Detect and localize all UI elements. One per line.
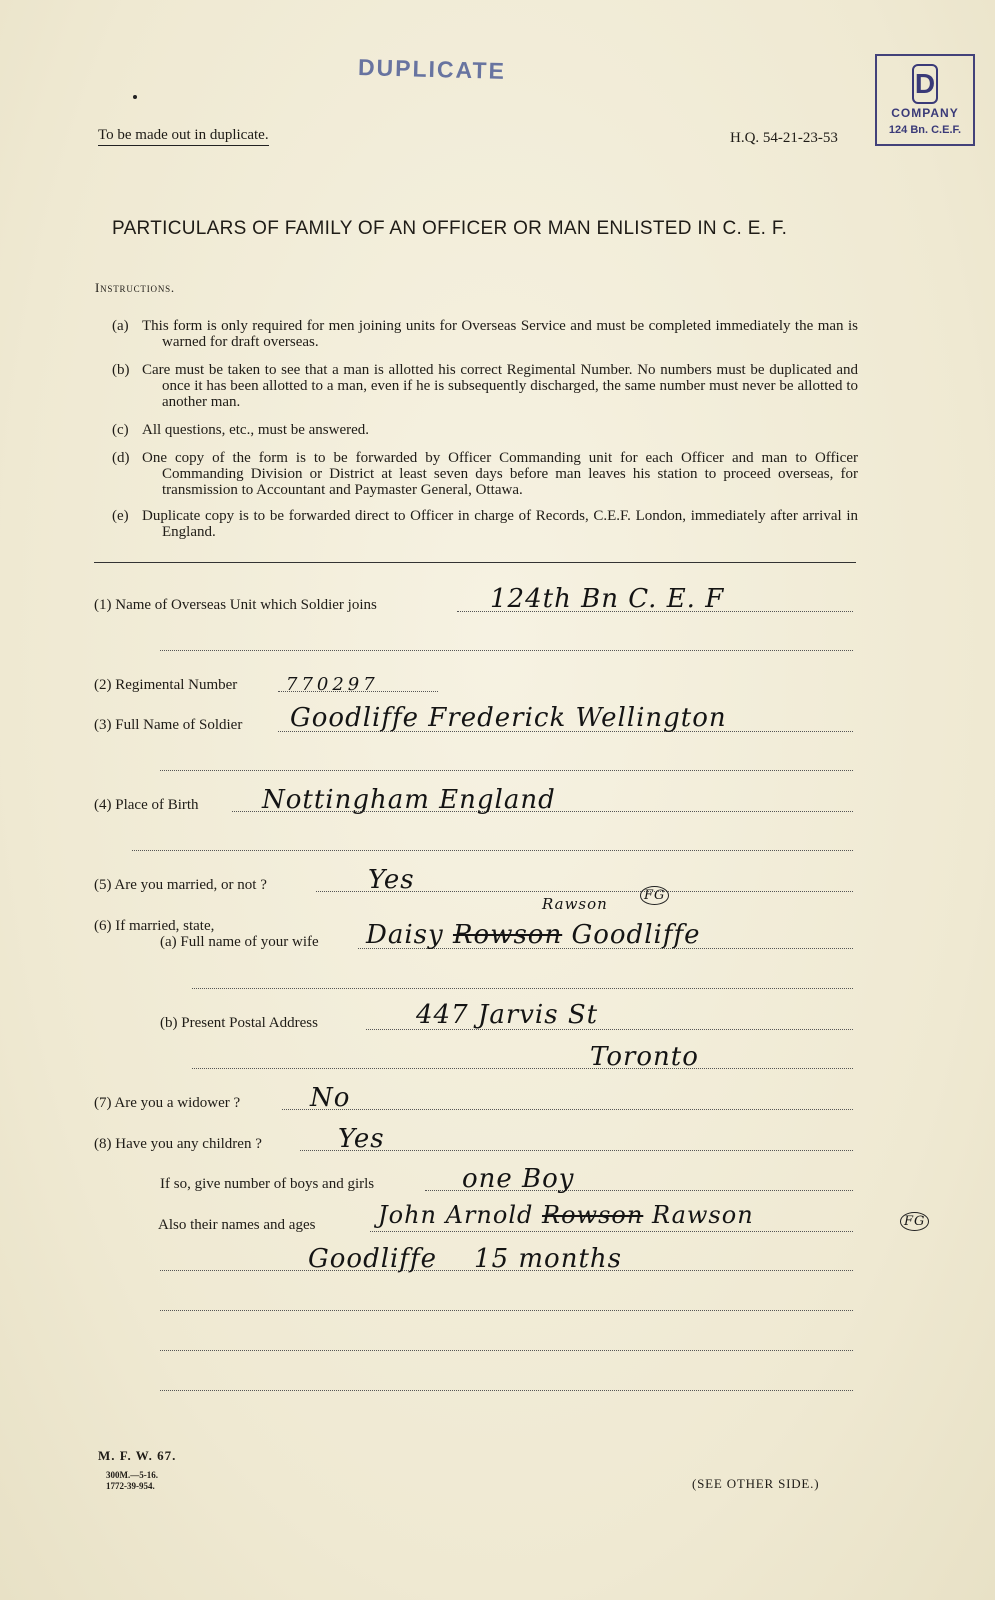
q8-names-answer-2: Goodliffe 15 months (308, 1244, 622, 1274)
hq-reference: H.Q. 54-21-23-53 (730, 130, 838, 146)
q2-label: (2) Regimental Number (94, 677, 238, 693)
wife-struck-name: Rowson (452, 920, 563, 950)
wife-first-name: Daisy (366, 920, 444, 950)
q4-line-2[interactable] (132, 850, 853, 851)
wife-correction: Rawson (542, 895, 608, 913)
instruction-text: One copy of the form is to be forwarded by Officer Commanding unit for each Officer and man to Officer Commanding Division or District at least seven days before man leaves his station to proceed overseas, for transmission to Accountant and Paymaster General, Ottawa. (142, 450, 858, 498)
instruction-b (112, 362, 858, 410)
company-letter: D (912, 64, 938, 104)
see-other-side: (SEE OTHER SIDE.) (692, 1476, 820, 1491)
q3-label: (3) Full Name of Soldier (94, 717, 243, 733)
instructions-heading: Instructions. (95, 280, 175, 295)
q1-label: (1) Name of Overseas Unit which Soldier joins (94, 597, 377, 613)
company-unit: 124 Bn. C.E.F. (888, 124, 962, 136)
instruction-e (112, 508, 858, 540)
instruction-tag: (b) (112, 362, 130, 378)
form-code: M. F. W. 67. (98, 1448, 177, 1463)
company-stamp (875, 54, 975, 146)
instruction-c (112, 422, 858, 438)
q6b-answer-1: 447 Jarvis St (416, 1000, 599, 1030)
q3-line-2[interactable] (160, 770, 853, 771)
child-middle-name: Rawson (651, 1201, 754, 1229)
child-struck-name: Rowson (542, 1201, 644, 1229)
q6a-label: (a) Full name of your wife (160, 934, 319, 950)
q7-label: (7) Are you a widower ? (94, 1095, 241, 1111)
company-label: COMPANY (891, 106, 959, 120)
instruction-tag: (d) (112, 450, 130, 466)
q6b-label: (b) Present Postal Address (160, 1015, 318, 1031)
wife-surname: Goodliffe (571, 920, 701, 950)
q8-names-line-4[interactable] (160, 1350, 853, 1351)
instruction-tag: (a) (112, 318, 129, 334)
instruction-d (112, 450, 858, 498)
q8-names-line-3[interactable] (160, 1310, 853, 1311)
print-info (106, 1470, 158, 1492)
child-first-names: John Arnold (378, 1201, 534, 1229)
instruction-tag: (e) (112, 508, 129, 524)
q5-answer: Yes (368, 865, 415, 895)
print-line-2: 1772-39-954. (106, 1481, 155, 1491)
instruction-text: Duplicate copy is to be forwarded direct to Officer in charge of Records, C.E.F. London, immediately after arrival in England. (142, 508, 858, 540)
instruction-text: All questions, etc., must be answered. (142, 422, 370, 438)
instruction-text: This form is only required for men joining units for Overseas Service and must be completed immediately the man is warned for draft overseas. (142, 318, 858, 350)
q7-line[interactable] (282, 1109, 853, 1110)
q8-names-label: Also their names and ages (158, 1217, 316, 1233)
q8-label: (8) Have you any children ? (94, 1136, 262, 1152)
q5-label: (5) Are you married, or not ? (94, 877, 267, 893)
section-divider (94, 562, 856, 563)
ink-dot (133, 95, 137, 99)
q8-answer: Yes (338, 1124, 385, 1154)
instruction-text: Care must be taken to see that a man is allotted his correct Regimental Number. No numbers must be duplicated and once it has been allotted to a man, even if he is subsequently discharged, the same number must never be allotted to another man. (142, 362, 858, 410)
form-title: PARTICULARS OF FAMILY OF AN OFFICER OR MAN ENLISTED IN C. E. F. (112, 218, 788, 239)
print-line-1: 300M.—5-16. (106, 1470, 158, 1480)
wife-initials: FG (640, 886, 669, 905)
q2-answer: 770297 (286, 674, 379, 695)
q6a-line-2[interactable] (192, 988, 853, 989)
q8-names-line[interactable] (370, 1231, 853, 1232)
duplicate-note: To be made out in duplicate. (98, 127, 269, 146)
q7-answer: No (310, 1083, 351, 1113)
q4-answer: Nottingham England (262, 785, 556, 815)
q1-line-2[interactable] (160, 650, 853, 651)
q1-answer: 124th Bn C. E. F (490, 584, 725, 614)
q8-names-line-5[interactable] (160, 1390, 853, 1391)
q8-boys-girls-label: If so, give number of boys and girls (160, 1176, 375, 1192)
q4-label: (4) Place of Birth (94, 797, 199, 813)
q6b-answer-2: Toronto (590, 1042, 699, 1072)
q6b-line-2[interactable] (192, 1068, 853, 1069)
q8-boys-girls-answer: one Boy (462, 1164, 575, 1194)
duplicate-stamp: DUPLICATE (357, 54, 507, 84)
q8-names-answer-1 (378, 1201, 754, 1229)
instruction-tag: (c) (112, 422, 129, 438)
child-initials: FG (900, 1212, 929, 1231)
instruction-a (112, 318, 858, 350)
q6a-answer (366, 920, 700, 950)
q6-label: (6) If married, state, (94, 918, 215, 934)
q3-answer: Goodliffe Frederick Wellington (290, 703, 727, 733)
